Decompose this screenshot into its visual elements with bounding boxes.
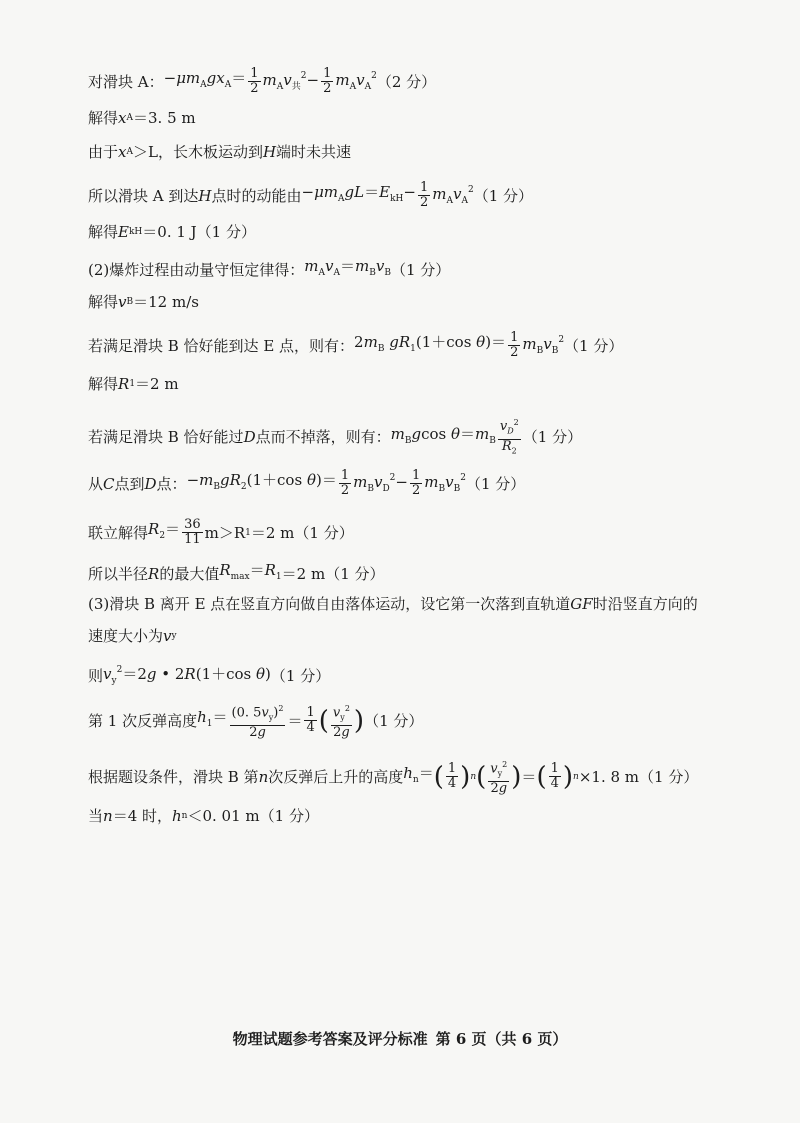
line-1: 对滑块 A： $-\mu m_Agx_A=$ $\frac{1}{2}$ $m_Av_共^2-$ $\frac{1}{2}$ $m_Av_A^2$ （2 分） <box>88 66 437 96</box>
line-3: 由于 x A ＞L，长木板运动到 H 端时未共速 <box>88 143 352 161</box>
page-footer <box>0 1028 800 1049</box>
line-17: 第 1 次反弹高度 $h_1=$ $\frac{(0. 5v_y)^2}{2g}$ ＝ $\frac{1}{4}$ ( $\frac{v_y^2}{2g}$ ) （1 分） <box>88 704 424 740</box>
line-6: (2)爆炸过程由动量守恒定律得： $m_Av_A=m_Bv_B$ （1 分） <box>88 257 451 279</box>
footer-title: 物理试题参考答案及评分标准 <box>232 1030 428 1048</box>
line-11: 从 C 点到 D 点： $-m_BgR_2(1+\cos$ θ)＝ $\frac{1}{2}$ $m_Bv_D^2-$ $\frac{1}{2}$ $m_Bv_B^2$ （1 分） <box>88 468 526 498</box>
line-5: 解得 E kH ＝0. 1 J（1 分） <box>88 223 256 241</box>
line-8: 若满足滑块 B 恰好能到达 E 点，则有： $2m_B$ $gR_1(1+\cos$ θ)＝ $\frac{1}{2}$ $m_Bv_B^2$ （1 分） <box>88 330 624 360</box>
line-19: 当 n ＝4 时， h n ＜0. 01 m（1 分） <box>88 807 319 825</box>
line-9: 解得 R 1 ＝2 m <box>88 375 179 393</box>
footer-page-number: 第 6 页（共 6 页） <box>435 1030 568 1048</box>
line-2: 解得 x A ＝3. 5 m <box>88 109 196 127</box>
line-4: 所以滑块 A 到达 H 点时的动能由 $-\mu m_AgL=E_{kH}-$ $\frac{1}{2}$ $m_Av_A^2$ （1 分） <box>88 180 534 210</box>
line-14: (3)滑块 B 离开 E 点在竖直方向做自由落体运动，设它第一次落到直轨道 GF 时沿竖直方向的 <box>88 595 698 613</box>
line-13: 所以半径 R 的最大值 $R_{max}=R_1$ ＝2 m（1 分） <box>88 561 385 583</box>
line-10: 若满足滑块 B 恰好能过 D 点而不掉落，则有： $m_Bgcos$ $\theta=m_B$ $\frac{v_D^2}{R_2}$ （1 分） <box>88 418 583 456</box>
line-16: 则 $v_y^2=2g$ • 2R(1＋cos θ) （1 分） <box>88 665 331 686</box>
line-7: 解得 v B ＝12 m/s <box>88 293 199 311</box>
line-12: 联立解得 $R_2=$ $\frac{36}{11}$ m＞R 1 ＝2 m（1 分） <box>88 517 354 547</box>
line-18: 根据题设条件，滑块 B 第 n 次反弹后上升的高度 $h_n=$ ( $\frac{1}{4}$ ) n ( $\frac{v_y^2}{2g}$ ) ＝ ( $\frac{1}{4}$ ) n ×1. 8 m（1 分） <box>88 760 699 796</box>
line-15: 速度大小为 v y <box>88 627 177 645</box>
